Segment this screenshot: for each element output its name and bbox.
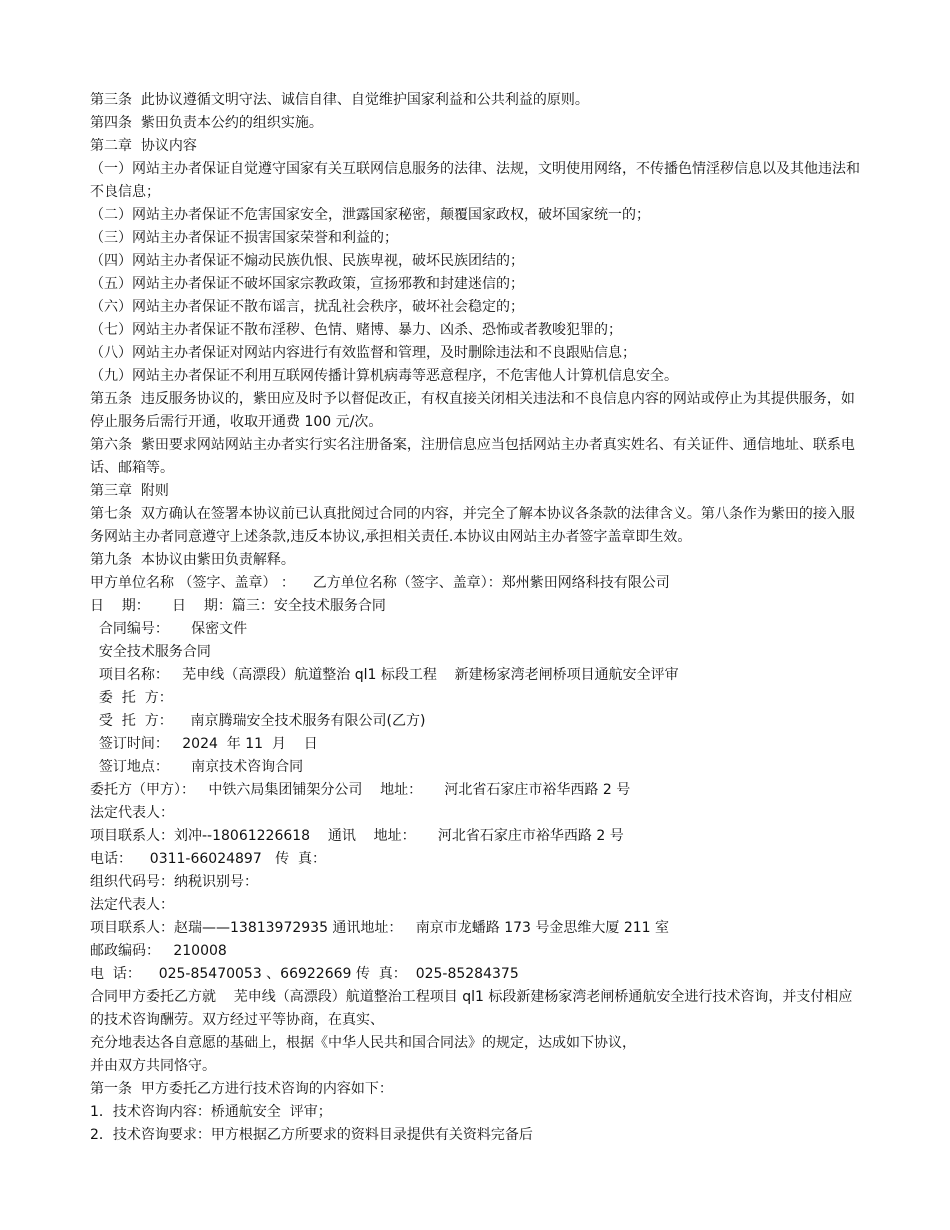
document-line: （二）网站主办者保证不危害国家安全，泄露国家秘密，颠覆国家政权，破坏国家统一的； (90, 207, 650, 223)
document-line: 项目联系人：刘冲--18061226618 通讯 地址： 河北省石家庄市裕华西路 2 号 (90, 828, 624, 844)
document-line: 合同编号： 保密文件 (90, 621, 248, 637)
document-line: 委托方（甲方）： 中铁六局集团铺架分公司 地址： 河北省石家庄市裕华西路 2 号 (90, 782, 631, 798)
document-line: （三）网站主办者保证不损害国家荣誉和利益的； (90, 230, 398, 246)
document-line: 充分地表达各自意愿的基础上，根据《中华人民共和国合同法》的规定，达成如下协议， (90, 1035, 636, 1051)
document-page (90, 89, 865, 1147)
document-line: 电话： 0311-66024897 传 真： (90, 851, 326, 867)
document-line: 甲方单位名称 （签字、盖章） ： 乙方单位名称（签字、盖章）：郑州紫田网络科技有限公司 (90, 575, 670, 591)
document-line: 法定代表人： (90, 897, 174, 913)
document-line: 第四条 紫田负责本公约的组织实施。 (90, 115, 323, 131)
document-line: 委 托 方： (90, 690, 173, 706)
document-line: 第三章 附则 (90, 483, 169, 499)
document-line: 第三条 此协议遵循文明守法、诚信自律、自觉维护国家利益和公共利益的原则。 (90, 92, 589, 108)
document-line: （八）网站主办者保证对网站内容进行有效监督和管理，及时删除违法和不良跟贴信息； (90, 345, 636, 361)
document-line: 第七条 双方确认在签署本协议前已认真批阅过合同的内容，并完全了解本协议各条款的法律含义。第八条作为紫田的接入服务网站主办者同意遵守上述条款,违反本协议,承担相关责任.本协议由网站主办者签字盖章即生效。 (90, 506, 855, 545)
document-line: 第二章 协议内容 (90, 138, 197, 154)
document-line: 1．技术咨询内容：桥通航安全 评审； (90, 1104, 332, 1120)
document-line: 日 期： 日 期：篇三：安全技术服务合同 (90, 598, 386, 614)
document-line: （七）网站主办者保证不散布淫秽、色情、赌博、暴力、凶杀、恐怖或者教唆犯罪的； (90, 322, 622, 338)
document-line: 安全技术服务合同 (90, 644, 211, 660)
document-line: 邮政编码： 210008 (90, 943, 227, 959)
document-line: 法定代表人： (90, 805, 174, 821)
document-line: （六）网站主办者保证不散布谣言，扰乱社会秩序，破坏社会稳定的； (90, 299, 524, 315)
document-line: 并由双方共同恪守。 (90, 1058, 216, 1074)
document-line: （九）网站主办者保证不利用互联网传播计算机病毒等恶意程序，不危害他人计算机信息安全。 (90, 368, 678, 384)
document-line: 项目名称： 芜申线（高漂段）航道整治 ql1 标段工程 新建杨家湾老闸桥项目通航安全评审 (90, 667, 679, 683)
document-line: 电 话： 025-85470053 、66922669 传 真： 025-85284375 (90, 966, 519, 982)
document-line: 2．技术咨询要求：甲方根据乙方所要求的资料目录提供有关资料完备后 (90, 1127, 533, 1143)
document-line: 第一条 甲方委托乙方进行技术咨询的内容如下： (90, 1081, 393, 1097)
document-line: 签订地点： 南京技术咨询合同 (90, 759, 304, 775)
document-line: 第九条 本协议由紫田负责解释。 (90, 552, 295, 568)
document-line: （五）网站主办者保证不破坏国家宗教政策，宣扬邪教和封建迷信的； (90, 276, 524, 292)
document-line: 第五条 违反服务协议的，紫田应及时予以督促改正，有权直接关闭相关违法和不良信息内容的网站或停止为其提供服务，如停止服务后需行开通，收取开通费 100 元/次。 (90, 391, 855, 430)
document-line: 合同甲方委托乙方就 芜申线（高漂段）航道整治工程项目 ql1 标段新建杨家湾老闸桥通航安全进行技术咨询，并支付相应的技术咨询酬劳。双方经过平等协商，在真实、 (90, 989, 853, 1028)
document-line: 组织代码号：纳税识别号： (90, 874, 258, 890)
document-line: 受 托 方： 南京腾瑞安全技术服务有限公司(乙方) (90, 713, 426, 729)
document-line: 签订时间： 2024 年 11 月 日 (90, 736, 318, 752)
document-line: 第六条 紫田要求网站网站主办者实行实名注册备案，注册信息应当包括网站主办者真实姓名、有关证件、通信地址、联系电话、邮箱等。 (90, 437, 855, 476)
document-line: （四）网站主办者保证不煽动民族仇恨、民族卑视，破坏民族团结的； (90, 253, 524, 269)
document-line: 项目联系人：赵瑞——13813972935 通讯地址： 南京市龙蟠路 173 号金思维大厦 211 室 (90, 920, 670, 936)
document-line: （一）网站主办者保证自觉遵守国家有关互联网信息服务的法律、法规，文明使用网络，不传播色情淫秽信息以及其他违法和不良信息； (90, 161, 860, 200)
